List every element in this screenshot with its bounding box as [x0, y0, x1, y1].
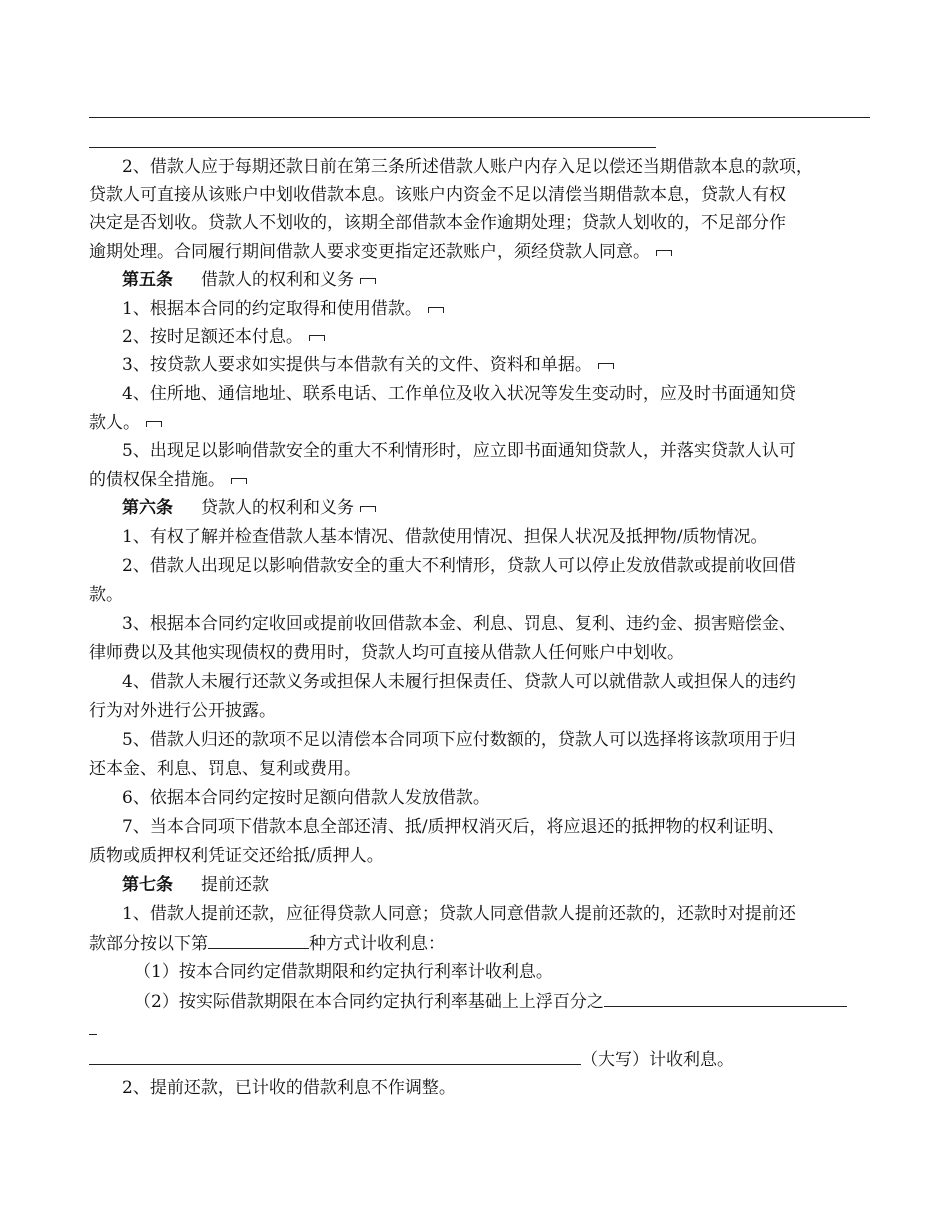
article5-item2	[122, 327, 325, 347]
article5-item3-text: 3、按贷款人要求如实提供与本借款有关的文件、资料和单据。	[122, 355, 592, 375]
clause4-item2-line3: 决定是否划收。贷款人不划收的，该期全部借款本金作逾期处理；贷款人划收的，不足部分作	[89, 213, 786, 233]
clause4-item2-line2: 贷款人可直接从该账户中划收借款本息。该账户内资金不足以清偿当期借款本息，贷款人有权	[89, 185, 786, 205]
article5-item4-line2	[89, 413, 162, 433]
paragraph-mark-icon	[428, 307, 444, 313]
article5-item1	[122, 299, 444, 319]
article6-item4-line2: 行为对外进行公开披露。	[89, 701, 276, 721]
paragraph-mark-icon	[656, 250, 672, 256]
article5-title: 借款人的权利和义务	[201, 270, 354, 290]
article7-item2: 2、提前还款，已计收的借款利息不作调整。	[122, 1078, 456, 1098]
article7-item1-line2	[89, 933, 445, 954]
article6-item4-line1: 4、借款人未履行还款义务或担保人未履行担保责任、贷款人可以就借款人或担保人的违约	[122, 672, 796, 692]
article7-heading	[122, 875, 269, 895]
article5-item3	[122, 355, 614, 375]
percentage-blank[interactable]	[604, 991, 847, 1007]
article6-item3-line1: 3、根据本合同约定收回或提前收回借款本金、利息、罚息、复利、违约金、损害赔偿金、	[122, 614, 796, 634]
uppercase-amount-blank[interactable]	[89, 1049, 581, 1065]
article7-item1-line1: 1、借款人提前还款，应征得贷款人同意；贷款人同意借款人提前还款的，还款时对提前还	[122, 904, 796, 924]
clause4-item2-line1: 2、借款人应于每期还款日前在第三条所述借款人账户内存入足以偿还当期借款本息的款项，	[122, 157, 813, 177]
article6-item6: 6、依据本合同约定按时足额向借款人发放借款。	[122, 788, 490, 808]
percentage-blank-overflow	[89, 1034, 97, 1035]
article6-title: 贷款人的权利和义务	[201, 498, 354, 518]
article5-item4-line1: 4、住所地、通信地址、联系电话、工作单位及收入状况等发生变动时，应及时书面通知贷	[122, 384, 796, 404]
top-rule-full	[89, 117, 870, 118]
article5-number: 第五条	[122, 270, 173, 290]
article6-item7-line2: 质物或质押权利凭证交还给抵/质押人。	[89, 846, 384, 866]
article7-option2-tail-text: （大写）计收利息。	[581, 1050, 734, 1070]
clause4-item2-line4	[89, 242, 672, 262]
article5-item4-line2-text: 款人。	[89, 413, 140, 433]
paragraph-mark-icon	[309, 335, 325, 341]
article5-heading	[122, 270, 376, 290]
article5-item5-line2-text: 的债权保全措施。	[89, 470, 225, 490]
article6-number: 第六条	[122, 498, 173, 518]
article7-title: 提前还款	[201, 875, 269, 895]
article6-item5-line1: 5、借款人归还的款项不足以清偿本合同项下应付数额的，贷款人可以选择将该款项用于归	[122, 730, 796, 750]
article5-item5-line2	[89, 470, 247, 490]
paragraph-mark-icon	[360, 278, 376, 284]
article7-item1-line2-text-b: 种方式计收利息：	[309, 934, 445, 954]
article6-item5-line2: 还本金、利息、罚息、复利或费用。	[89, 759, 361, 779]
article6-item7-line1: 7、当本合同项下借款本息全部还清、抵/质押权消灭后，将应退还的抵押物的权利证明、	[122, 817, 785, 837]
article5-item2-text: 2、按时足额还本付息。	[122, 327, 303, 347]
top-rule-partial	[89, 147, 656, 148]
paragraph-mark-icon	[360, 506, 376, 512]
article6-item2-line1: 2、借款人出现足以影响借款安全的重大不利情形，贷款人可以停止发放借款或提前收回借	[122, 556, 796, 576]
paragraph-mark-icon	[231, 478, 247, 484]
paragraph-mark-icon	[146, 421, 162, 427]
method-number-blank[interactable]	[208, 933, 309, 949]
article6-item1: 1、有权了解并检查借款人基本情况、借款使用情况、担保人状况及抵押物/质物情况。	[122, 527, 768, 547]
article7-option1: （1）按本合同约定借款期限和约定执行利率计收利息。	[134, 962, 553, 982]
article7-item1-line2-text-a: 款部分按以下第	[89, 934, 208, 954]
article7-option2-text: （2）按实际借款期限在本合同约定执行利率基础上上浮百分之	[134, 992, 604, 1012]
article7-number: 第七条	[122, 875, 173, 895]
article5-item1-text: 1、根据本合同的约定取得和使用借款。	[122, 299, 422, 319]
paragraph-mark-icon	[598, 363, 614, 369]
article6-item3-line2: 律师费以及其他实现债权的费用时，贷款人均可直接从借款人任何账户中划收。	[89, 643, 684, 663]
article6-item2-line2: 款。	[89, 585, 123, 605]
article6-heading	[122, 498, 376, 518]
clause4-item2-line4-text: 逾期处理。合同履行期间借款人要求变更指定还款账户，须经贷款人同意。	[89, 242, 650, 262]
article7-option2	[134, 991, 847, 1012]
article7-option2-line2	[89, 1049, 734, 1070]
article5-item5-line1: 5、出现足以影响借款安全的重大不利情形时，应立即书面通知贷款人，并落实贷款人认可	[122, 441, 796, 461]
